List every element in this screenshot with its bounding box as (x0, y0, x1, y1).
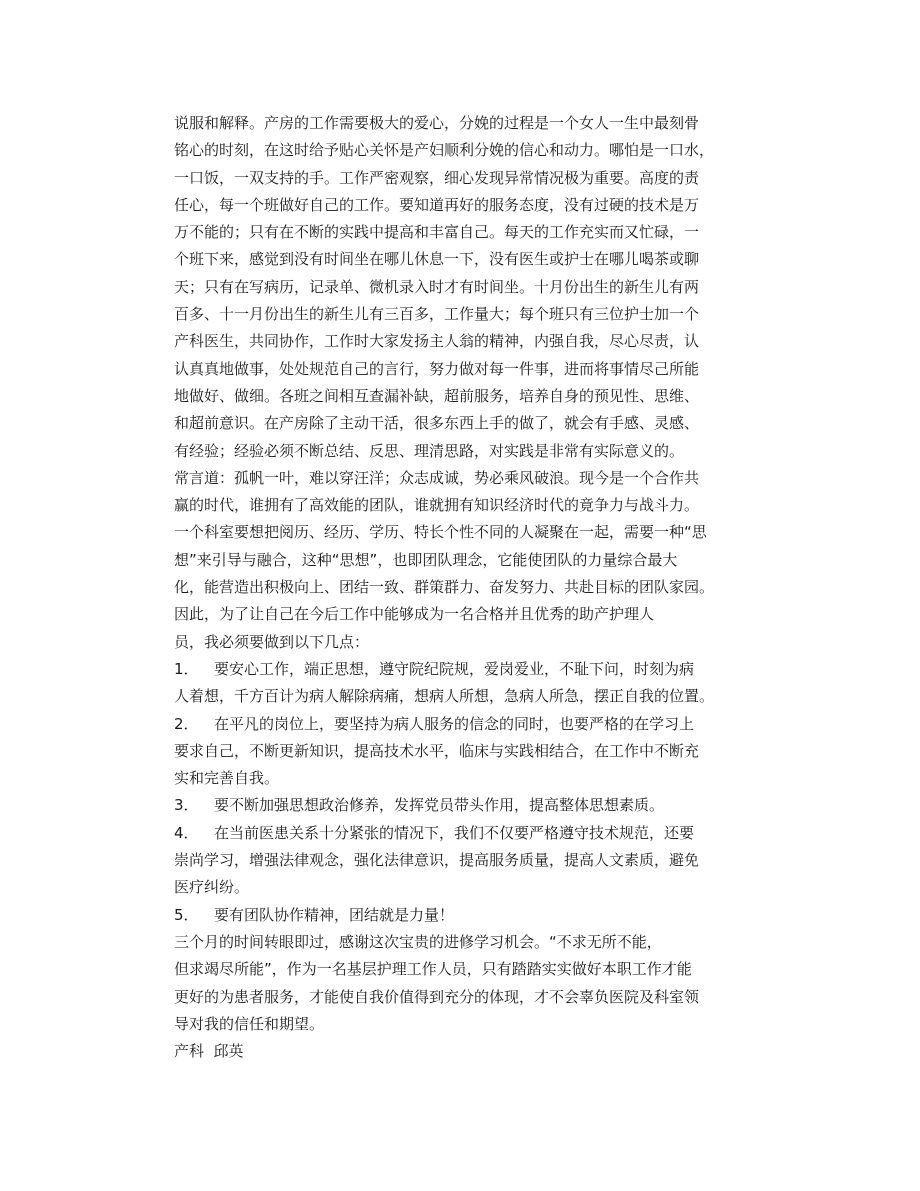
list-item-continuation: 实和完善自我。 (174, 769, 280, 788)
list-item-continuation: 要求自己，不断更新知识，提高技术水平，临床与实践相结合，在工作中不断充 (174, 741, 700, 760)
list-item-text: 要有团队协作精神，团结就是力量！ (214, 905, 455, 924)
list-item-3 (174, 792, 754, 819)
list-item-2 (174, 711, 754, 738)
paragraph-line: 一口饭，一双支持的手。工作严密观察，细心发现异常情况极为重要。高度的责 (174, 168, 700, 187)
paragraph-line: 说服和解释。产房的工作需要极大的爱心，分娩的过程是一个女人一生中最刻骨 (174, 114, 700, 132)
list-item-number: 3． (174, 796, 199, 815)
list-item-number: 2． (174, 714, 199, 733)
closing-line: 三个月的时间转眼即过，感谢这次宝贵的进修学习机会。“不求无所不能， (174, 932, 662, 951)
paragraph-line: 万不能的；只有在不断的实践中提高和丰富自己。每天的工作充实而又忙碌，一 (174, 223, 700, 242)
list-item-continuation: 人着想，千方百计为病人解除病痛，想病人所想，急病人所急，摆正自我的位置。 (174, 687, 715, 706)
list-item-number: 5． (174, 905, 199, 924)
paragraph-line: 员，我必须要做到以下几点： (174, 632, 370, 651)
list-item-4 (174, 820, 754, 847)
paragraph-line: 赢的时代，谁拥有了高效能的团队，谁就拥有知识经济时代的竟争力与战斗力。 (174, 496, 700, 515)
paragraph-line: 天；只有在写病历，记录单、微机录入时才有时间坐。十月份出生的新生儿有两 (174, 277, 700, 296)
paragraph-line: 化，能营造出积极向上、团结一致、群策群力、奋发努力、共赴目标的团队家园。 (174, 578, 715, 597)
closing-line: 导对我的信任和期望。 (174, 1014, 325, 1033)
paragraph-line: 任心，每一个班做好自己的工作。要知道再好的服务态度，没有过硬的技术是万 (174, 195, 700, 214)
list-item-5 (174, 902, 754, 929)
paragraph-line: 认真真地做事，处处规范自己的言行，努力做对每一件事，进而将事情尽己所能 (174, 359, 700, 378)
paragraph-line: 常言道：孤帆一叶，难以穿汪洋；众志成诚，势必乘风破浪。现今是一个合作共 (174, 468, 700, 487)
signature: 产科 邱英 (174, 1042, 244, 1061)
list-item-number: 4． (174, 823, 199, 842)
paragraph-line: 和超前意识。在产房除了主动干活，很多东西上手的做了，就会有手感、灵感、 (174, 414, 700, 433)
list-item-number: 1． (174, 659, 199, 678)
paragraph-line: 因此，为了让自己在今后工作中能够成为一名合格并且优秀的助产护理人 (174, 605, 655, 624)
list-item-text: 要不断加强思想政治修养，发挥党员带头作用，提高整体思想素质。 (214, 796, 665, 815)
document-body (174, 110, 754, 1065)
paragraph-line: 产科医生，共同协作，工作时大家发扬主人翁的精神，内强自我，尽心尽责，认 (174, 332, 700, 351)
paragraph-line: 百多、十一月份出生的新生儿有三百多，工作量大；每个班只有三位护士加一个 (174, 305, 700, 324)
closing-line: 但求竭尽所能”，作为一名基层护理工作人员，只有踏踏实实做好本职工作才能 (174, 960, 692, 979)
paragraph-line: 地做好、做细。各班之间相互查漏补缺，超前服务，培养自身的预见性、思维、 (174, 386, 700, 405)
list-item-continuation: 崇尚学习，增强法律观念，强化法律意识，提高服务质量，提高人文素质，避免 (174, 851, 700, 870)
paragraph-line: 铭心的时刻，在这时给予贴心关怀是产妇顺利分娩的信心和动力。哪怕是一口水， (174, 141, 715, 160)
paragraph-line: 个班下来，感觉到没有时间坐在哪儿休息一下，没有医生或护士在哪儿喝茶或聊 (174, 250, 700, 269)
paragraph-line: 有经验；经验必须不断总结、反思、理清思路，对实践是非常有实际意义的。 (174, 441, 685, 460)
list-item-text: 要安心工作，端正思想，遵守院纪院规，爱岗爱业，不耻下问，时刻为病 (214, 659, 695, 678)
paragraph-line: 一个科室要想把阅历、经历、学历、特长个性不同的人凝聚在一起，需要一种“思 (174, 523, 707, 542)
paragraph-line: 想”来引导与融合，这种“思想”，也即团队理念，它能使团队的力量综合最大 (174, 550, 678, 569)
list-item-continuation: 医疗纠纷。 (174, 878, 250, 897)
list-item-text: 在当前医患关系十分紧张的情况下，我们不仅要严格遵守技术规范，还要 (214, 823, 695, 842)
list-item-text: 在平凡的岗位上，要坚持为病人服务的信念的同时，也要严格的在学习上 (214, 714, 695, 733)
closing-line: 更好的为患者服务，才能使自我价值得到充分的体现，才不会辜负医院及科室领 (174, 987, 700, 1006)
list-item-1 (174, 656, 754, 683)
